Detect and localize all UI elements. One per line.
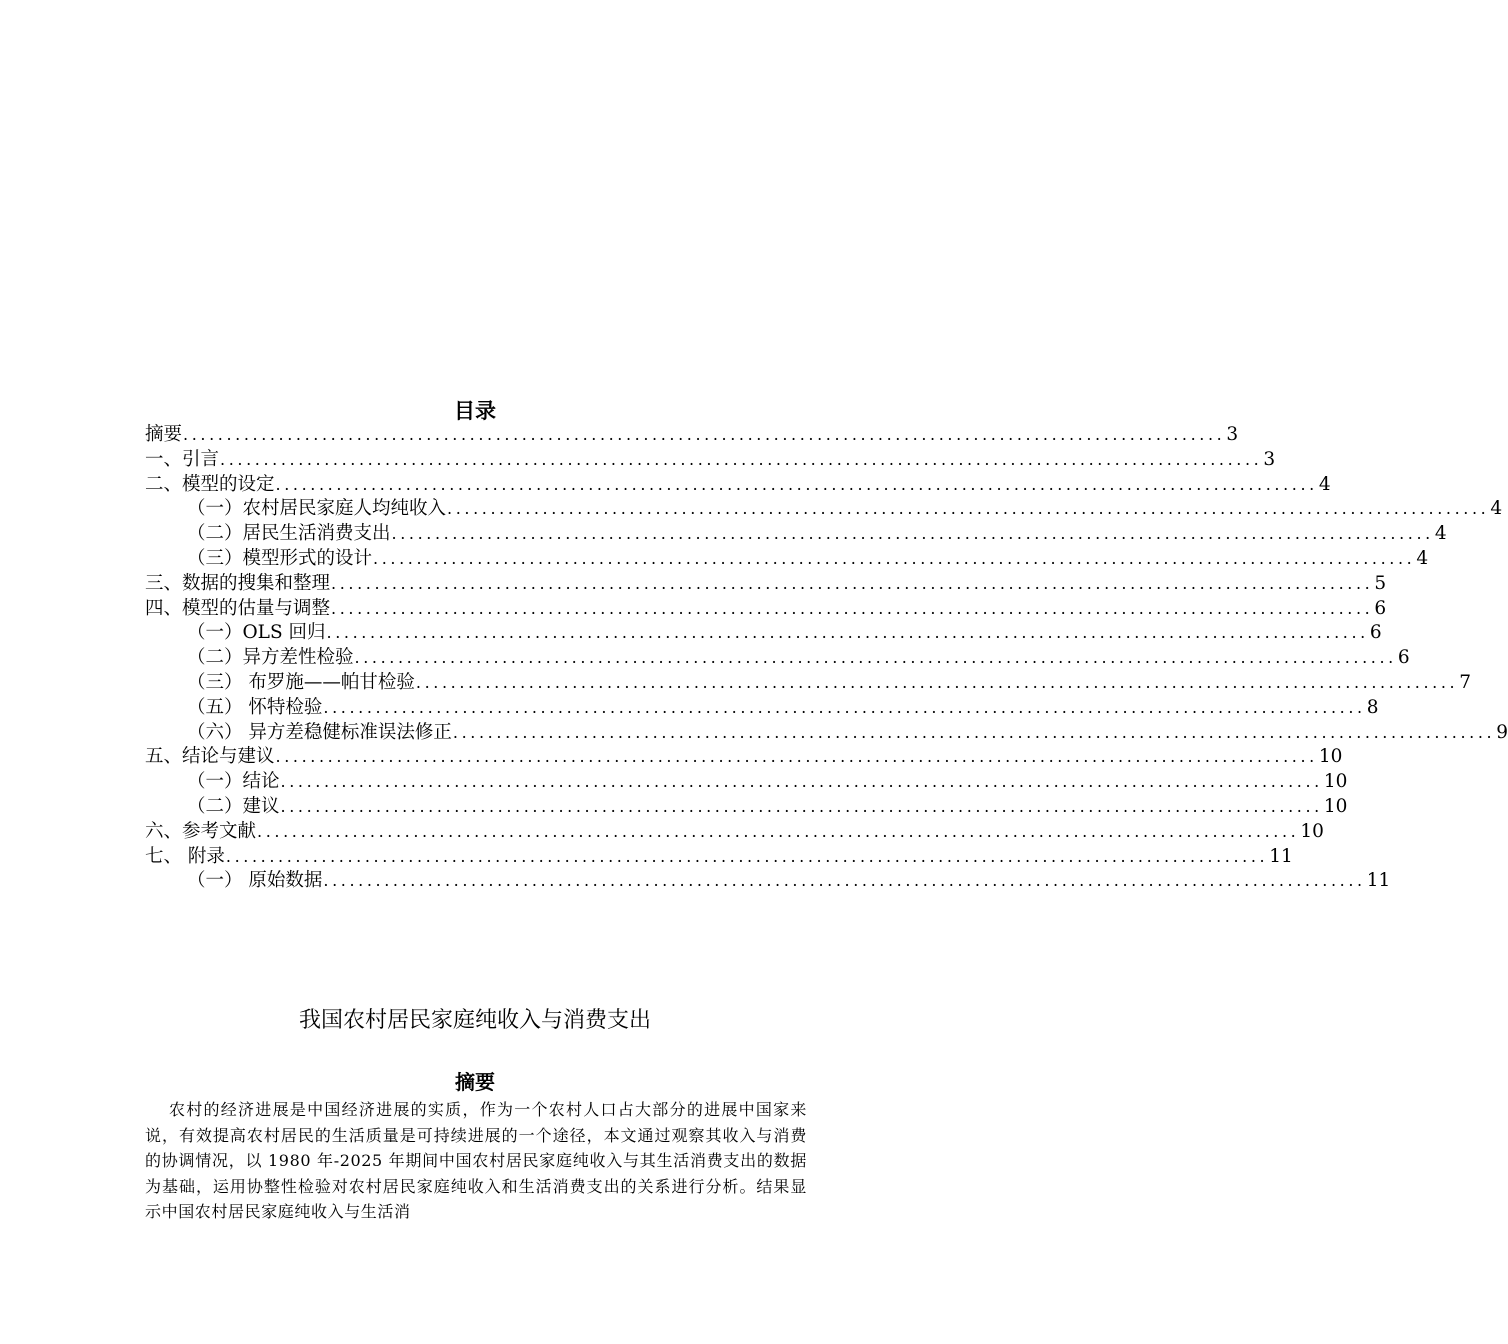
toc-entry[interactable] [145, 497, 1503, 522]
toc-leader-dots: ........................................................................................................................ [415, 672, 1459, 692]
abstract-text: 农村的经济进展是中国经济进展的实质，作为一个农村人口占大部分的进展中国家来说，有效提高农村居民的生活质量是可持续进展的一个途径，本文通过观察其收入与消费的协调情况，以 1980 年-2025 年期间中国农村居民家庭纯收入与其生活消费支出的数据为基础，运用协整性检验对农村居民家庭纯收入和生活消费支出的关系进行分析。结果显示中国农村居民家庭纯收入与生活消 [145, 1100, 807, 1222]
toc-leader-dots: ........................................................................................................................ [183, 425, 1226, 444]
toc-entry-label: （五） 怀特检验 [187, 696, 323, 718]
toc-leader-dots: ........................................................................................................................ [331, 573, 1374, 593]
toc-entry-page: 4 [1490, 498, 1503, 520]
toc-leader-dots: ........................................................................................................................ [280, 772, 1323, 792]
toc-entry[interactable] [145, 597, 1387, 622]
toc-leader-dots: ........................................................................................................................ [331, 598, 1374, 618]
toc-entry-page: 10 [1318, 746, 1343, 768]
toc-leader-dots: ........................................................................................................................ [220, 449, 1263, 469]
toc-entry[interactable] [145, 795, 1348, 820]
toc-entry-page: 10 [1323, 795, 1348, 817]
toc-entry-label: （二）居民生活消费支出 [187, 523, 391, 545]
toc-entry-label: 四、模型的估量与调整 [145, 597, 331, 619]
document-title: 我国农村居民家庭纯收入与消费支出 [298, 1008, 651, 1033]
toc-entry-page: 8 [1366, 696, 1379, 718]
toc-entry[interactable] [145, 745, 1343, 770]
toc-entry-page: 6 [1397, 647, 1410, 669]
toc-entry-page: 4 [1416, 547, 1429, 569]
toc-entry-page: 3 [1263, 448, 1276, 470]
toc-leader-dots: ........................................................................................................................ [373, 548, 1416, 568]
toc-entry[interactable] [145, 646, 1410, 671]
toc-leader-dots: ........................................................................................................................ [452, 722, 1496, 742]
toc-entry-page: 10 [1300, 820, 1324, 842]
toc-entry-label: （一）OLS 回归 [187, 622, 326, 644]
toc-leader-dots: ........................................................................................................................ [275, 747, 1318, 767]
toc-entry-label: 七、 附录 [145, 845, 225, 867]
toc-title: 目录 [454, 399, 496, 423]
toc-entry-label: 二、模型的设定 [145, 473, 275, 495]
toc-entry-label: （一） 原始数据 [187, 870, 323, 892]
abstract-heading: 摘要 [455, 1070, 495, 1094]
toc-entry-page: 10 [1323, 771, 1348, 793]
toc-entry-page: 5 [1374, 572, 1387, 594]
toc-entry[interactable] [145, 696, 1379, 721]
toc-entry[interactable] [145, 671, 1471, 696]
toc-entry[interactable] [145, 572, 1387, 597]
toc-entry[interactable] [145, 721, 1508, 746]
toc-leader-dots: ........................................................................................................................ [275, 474, 1318, 494]
toc-entry[interactable] [145, 547, 1429, 572]
toc-leader-dots: ........................................................................................................................ [326, 623, 1369, 643]
toc-entry[interactable] [145, 448, 1276, 473]
toc-leader-dots: ........................................................................................................................ [323, 697, 1366, 717]
toc-leader-dots: ........................................................................................................................ [225, 846, 1269, 866]
toc-entry-page: 3 [1226, 424, 1239, 445]
toc-entry[interactable] [145, 869, 1391, 894]
toc-entry[interactable] [145, 845, 1293, 870]
toc-entry-label: （六） 异方差稳健标准误法修正 [187, 721, 452, 743]
toc-entry-label: （三）模型形式的设计 [187, 547, 373, 569]
toc-entry-label: 六、参考文献 [145, 820, 257, 842]
toc-leader-dots: ........................................................................................................................ [391, 524, 1434, 544]
toc-entry[interactable] [145, 820, 1324, 845]
toc-entry-label: （三） 布罗施——帕甘检验 [187, 671, 415, 693]
toc-entry[interactable] [145, 621, 1382, 646]
toc-entry-page: 7 [1459, 671, 1471, 693]
toc-entry-label: （二）建议 [187, 795, 280, 817]
toc-leader-dots: ........................................................................................................................ [447, 499, 1490, 519]
toc-leader-dots: ........................................................................................................................ [257, 821, 1300, 841]
toc-entry-page: 6 [1369, 622, 1382, 644]
toc-entry-page: 9 [1496, 721, 1508, 743]
toc-entry-page: 6 [1374, 597, 1387, 619]
toc-entry-label: 摘要 [145, 424, 183, 445]
toc-entry-label: （一）结论 [187, 771, 280, 793]
toc-entry-page: 4 [1434, 523, 1447, 545]
toc-entry-page: 11 [1366, 870, 1391, 892]
toc-leader-dots: ........................................................................................................................ [280, 796, 1323, 816]
toc-entry-label: （二）异方差性检验 [187, 647, 354, 669]
toc-entry[interactable] [145, 473, 1331, 498]
toc-leader-dots: ........................................................................................................................ [323, 871, 1366, 891]
toc-entry[interactable] [145, 522, 1447, 547]
toc-entry-page: 4 [1318, 473, 1331, 495]
toc-entry-label: （一）农村居民家庭人均纯收入 [187, 498, 447, 520]
toc-entry[interactable] [145, 423, 1239, 448]
toc-entry[interactable] [145, 770, 1348, 795]
toc-entry-label: 一、引言 [145, 448, 220, 470]
toc-entry-page: 11 [1269, 845, 1293, 867]
table-of-contents [145, 423, 1508, 894]
toc-leader-dots: ........................................................................................................................ [354, 648, 1397, 668]
toc-entry-label: 五、结论与建议 [145, 746, 275, 768]
toc-entry-label: 三、数据的搜集和整理 [145, 572, 331, 594]
